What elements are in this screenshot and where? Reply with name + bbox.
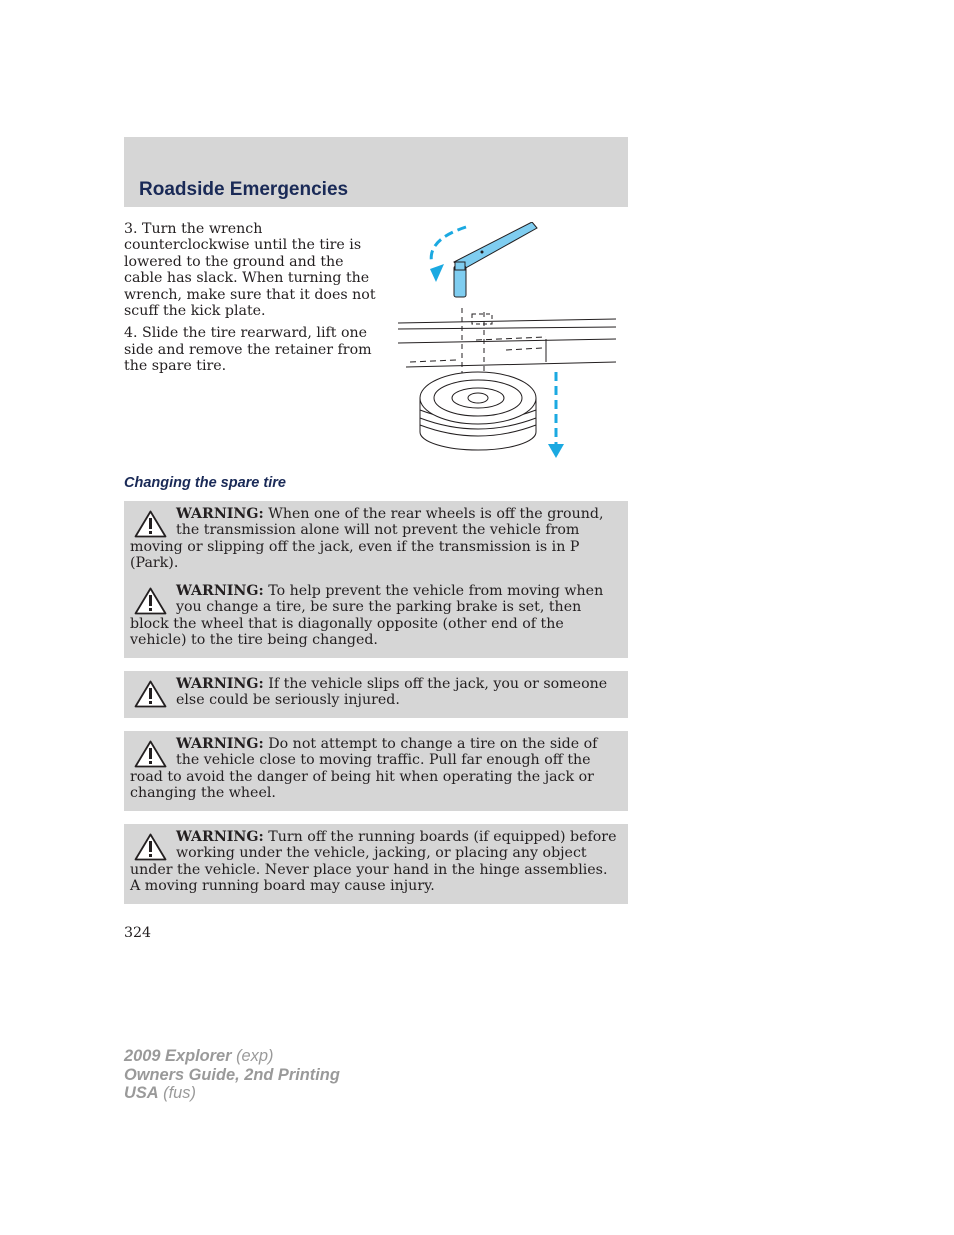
warning-box <box>124 671 628 718</box>
footer-region-code: (fus) <box>158 1084 196 1102</box>
warning-label: WARNING: <box>176 506 264 522</box>
page-number: 324 <box>124 925 152 941</box>
instruction-steps <box>124 221 386 381</box>
warning-text: To help prevent the vehicle from moving when you change a tire, be sure the parking brake is set, then block the wheel that is diagonally opposite (other end of the vehicle) to the tire being changed. <box>130 583 604 649</box>
footer-model: 2009 Explorer <box>124 1047 232 1065</box>
step-3: 3. Turn the wrench counterclockwise until the tire is lowered to the ground and the cable has slack. When turning the wrench, make sure that it does not scuff the kick plate. <box>124 221 376 320</box>
wrench-icon <box>454 222 537 297</box>
warning-text: Do not attempt to change a tire on the side of the vehicle close to moving traffic. Pull far enough off the road to avoid the danger of being hit when operating the jack or changing the wheel. <box>130 736 598 802</box>
warning-box <box>124 824 628 904</box>
vehicle-frame <box>398 308 616 382</box>
warning-triangle-icon <box>134 587 167 615</box>
warning-box <box>124 501 628 581</box>
spare-tire-lowering-illustration <box>396 222 622 460</box>
footer-model-code: (exp) <box>231 1047 274 1065</box>
warning-box <box>124 731 628 811</box>
footer-line-model <box>124 1047 340 1066</box>
warning-triangle-icon <box>134 833 167 861</box>
section-title: Roadside Emergencies <box>139 179 349 200</box>
warning-triangle-icon <box>134 740 167 768</box>
warning-label: WARNING: <box>176 736 264 752</box>
warning-label: WARNING: <box>176 583 264 599</box>
warning-text: Turn off the running boards (if equipped) before working under the vehicle, jacking, or placing any object under the vehicle. Never place your hand in the hinge assemblies. A moving running board may cause injury. <box>130 829 617 895</box>
warning-text: If the vehicle slips off the jack, you or someone else could be seriously injured. <box>176 676 608 709</box>
section-header <box>124 137 628 207</box>
footer-region: USA <box>124 1084 159 1102</box>
document-footer <box>124 1047 340 1103</box>
down-arrow-icon <box>548 444 564 458</box>
warning-label: WARNING: <box>176 829 264 845</box>
warning-triangle-icon <box>134 680 167 708</box>
illustration-svg <box>396 222 622 460</box>
warning-label: WARNING: <box>176 676 264 692</box>
step-4: 4. Slide the tire rearward, lift one side and remove the retainer from the spare tire. <box>124 325 372 375</box>
subheading-changing-spare-tire: Changing the spare tire <box>124 475 286 491</box>
counterclockwise-arrow-head <box>430 264 444 282</box>
warning-triangle-icon <box>134 510 167 538</box>
footer-line-edition: Owners Guide, 2nd Printing <box>124 1065 340 1084</box>
footer-line-region <box>124 1084 340 1103</box>
spare-tire-icon <box>420 372 536 450</box>
warning-text: When one of the rear wheels is off the ground, the transmission alone will not prevent the vehicle from moving or slipping off the jack, even if the transmission is in P (Park). <box>130 506 604 572</box>
warning-box <box>124 578 628 658</box>
